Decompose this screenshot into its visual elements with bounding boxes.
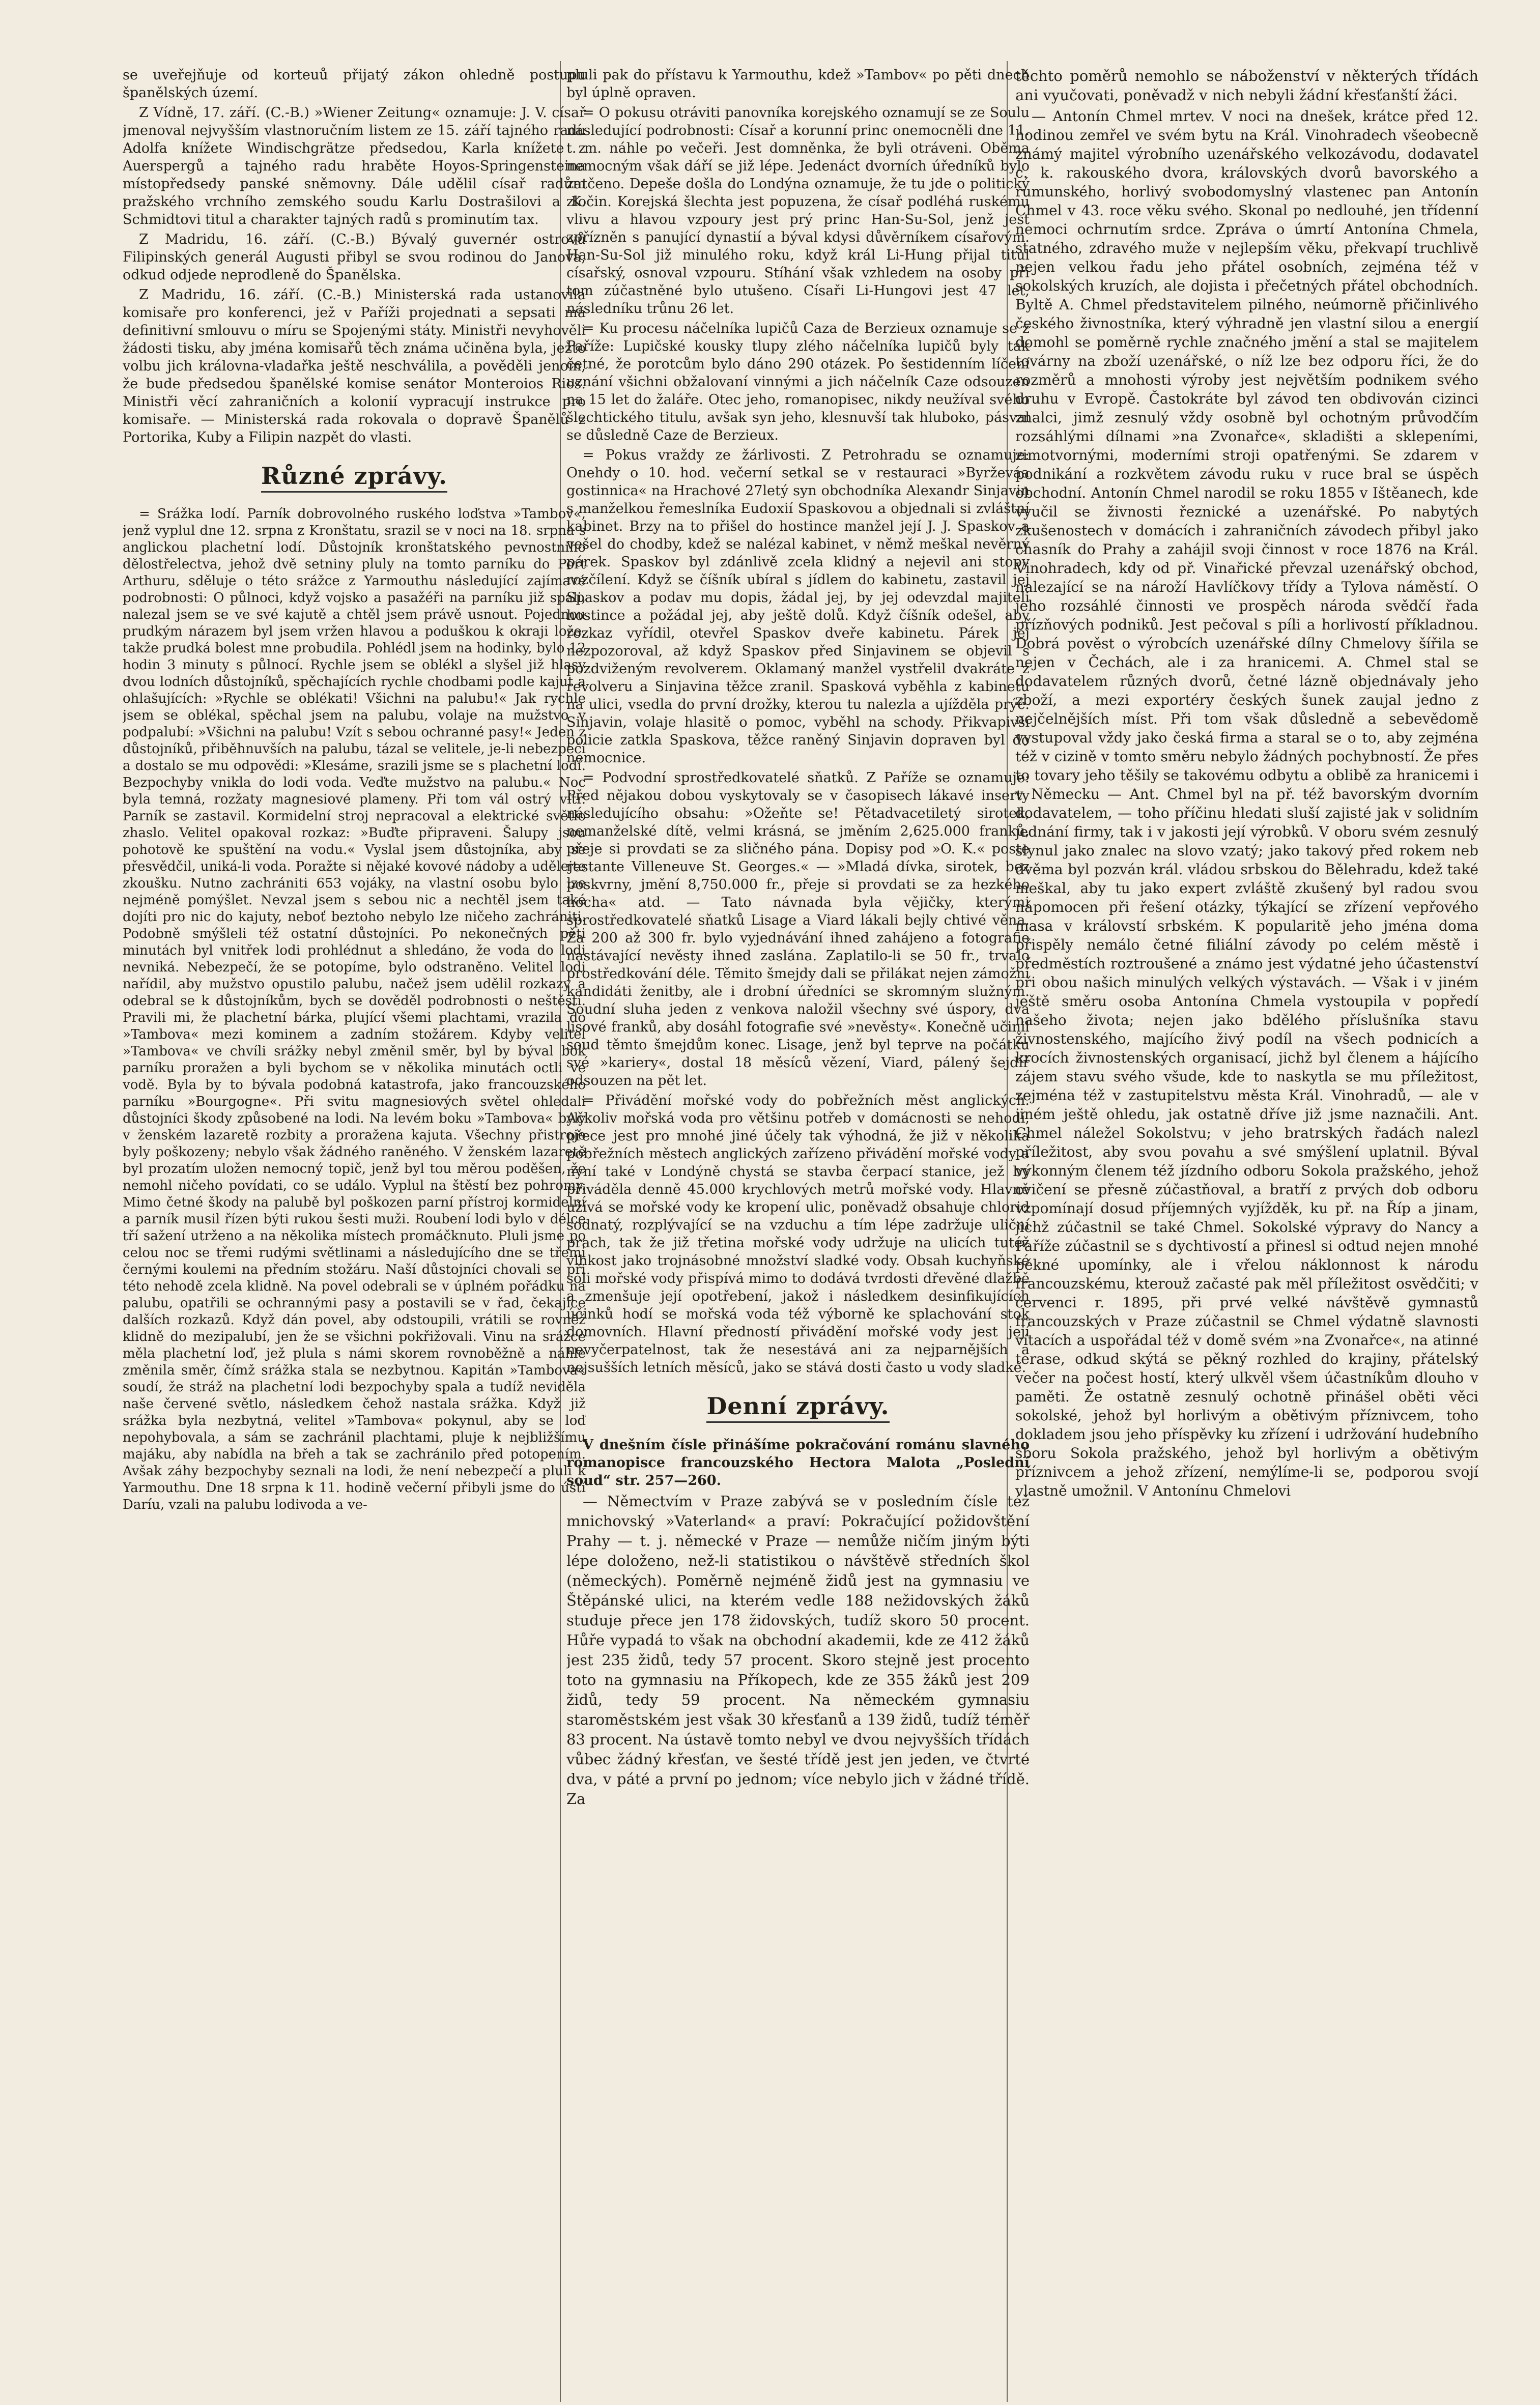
news-marriage-fraud: = Podvodní sprostředkovatelé sňatků. Z Paříže se oznamuje: Před nějakou dobou vyskytovaly se v časopisech lákavé inserty následujícího obsahu: »Ožeňte se! Pětadvacetiletý sirotek, nemanželské dítě, velmi krásná, se jměním 2,625.000 franků, přeje si provdati se za sličného pána. Dopisy pod »O. K.« poste restante Villeneuve St. Georges.« — »Mladá dívka, sirotek, bez poskvrny, jmění 8,750.000 fr., přeje si provdati se za hezkého hocha« atd. — Tato návnada byla vějičky, kterými sprostředkovatelé sňatků Lisage a Viard lákali bejly chtivé věna. Za 200 až 300 fr. bylo vyjednávání ihned zahájeno a fotografie nastávající nevěsty ihned zaslána. Zaplatilo-li se 50 fr., trvalo prostředkování déle. Těmito šmejdy dali se přilákat nejen zámožní kandidáti ženitby, ale i drobní úředníci se skromným služným. Soudní sluha jeden z venkova naložil všechny své úspory, dva lisové franků, aby dosáhl fotografie své »nevěsty«. Konečně učinil soud těmto šmejdům konec. Lisage, jenž byl teprve na počátku své »kariery«, dostal 18 měsíců vězení, Viard, pálený šejdíř odsouzen na pět let. [566,770,1030,1089]
news-ship-collision: = Srážka lodí. Parník dobrovolného ruského loďstva »Tambov«, jenž vyplul dne 12. srpna z Kronštatu, srazil se v noci na 18. srpna s anglickou plachetní lodí. Důstojník kronštatského pevnostního dělostřelectva, jehož dvě setniny pluly na tomto parníku do Port Arthuru, sděluje o této srážce z Yarmouthu následující zajímavé podrobnosti: O půlnoci, když vojsko a pasažéři na parníku již spali, nalezal jsem se ve své kajutě a chtěl jsem právě usnout. Pojednou prudkým nárazem byl jsem vržen hlavou a poduškou k okraji lože, takže prudká bolest mne probudila. Pohlédl jsem na hodinky, bylo 12 hodin 3 minuty s půlnocí. Rychle jsem se oblékl a slyšel již hlasy dvou lodních důstojníků, spěchajících rychle chodbami podle kajut a ohlašujících: »Rychle se oblékati! Všichni na palubu!« Jak rychle jsem se oblékal, spěchal jsem na palubu, volaje na mužstvo v podpalubí: »Všichni na palubu! Vzít s sebou ochranné pasy!« Jeden z důstojníků, přiběhnuvších na palubu, tázal se velitele, je-li nebezpečí a dostalo se mu odpovědi: »Klesáme, srazili jsme se s plachetní lodí. Bezpochyby vnikla do lodi voda. Veďte mužstvo na palubu.« Noc byla temná, rozžaty magnesiové plameny. Při tom vál ostrý vítr. Parník se zastavil. Kormidelní stroj nepracoval a elektrické světlo zhaslo. Velitel opakoval rozkaz: »Buďte připraveni. Šalupy jsou pohotově ke spuštění na vodu.« Vyslal jsem důstojníka, aby se přesvědčil, uniká-li voda. Poražte si nějaké kovové nádoby a udělejte zkoušku. Nutno zachrániti 653 vojáky, na vlastní osobu bylo lze nejméně pomýšlet. Nevzal jsem s sebou nic a nechtěl jsem také dojíti pro nic do kajuty, neboť beztoho nebylo lze ničeho zachrániti. Podobně smýšleli též ostatní důstojníci. Po nekonečných pěti minutách byl vnitřek lodi prohlédnut a shledáno, že voda do lodi nevniká. Nebezpečí, že se potopíme, bylo odstraněno. Velitel lodi nařídil, aby mužstvo opustilo palubu, načež jsem udělil rozkazy a odebral se k důstojníkům, bych se dověděl podrobnosti o neštěstí. Pravili mi, že plachetní bárka, plující všemi plachtami, vrazila do »Tambova« mezi kominem a zadním stožárem. Kdyby velitel »Tambova« ve chvíli srážky nebyl změnil směr, byl by býval bok parníku proražen a byli bychom se v několika minutách octli ve vodě. Byla by to bývala podobná katastrofa, jako francouzského parníku »Bourgogne«. Při svitu magnesiových světel ohledali důstojníci škody způsobené na lodi. Na levém boku »Tambova« byly v ženském lazaretě rozbity a proražena kajuta. Všechny přistroje byly poškozeny; nebylo však žádného raněného. V ženském lazaretě byl prozatím uložen nemocný topič, jenž byl tou měrou poděšen, že nemohl ničeho povídati, co se událo. Vyplul na štěstí bez pohromy. Mimo četné škody na palubě byl poškozen parní přístroj kormidelní a parník musil řízen býti rukou šesti muži. Roubení lodi bylo v délce tří sažení utrženo a na několika místech promáčknuto. Pluli jsme po celou noc se třemi rudými světlinami a následujícího dne se třemi černými koulemi na předním stožáru. Naší důstojníci chovali se při této nehodě zcela klidně. Na povel odebrali se v úplném pořádku na palubu, opatřili se ochrannými pasy a postavili se v řad, čekajíce dalších rozkazů. Když dán povel, aby odstoupili, vrátili se rovněž klidně do mezipalubí, jen že se všichni pokřižovali. Vinu na srážce měla plachetní loď, jež plula s námi skorem rovnoběžně a náhle změnila směr, čímž srážka stala se nezbytnou. Kapitán »Tambova« soudí, že stráž na plachetní lodi bezpochyby spala a tudíž neviděla naše červené světlo, následkem čehož nastala srážka. Když již srážka byla nezbytná, velitel »Tambova« pokynul, aby se loď nepohybovala, a sám se zachránil plachtami, pluje k nejbližšímu majáku, aby nabídla na břeh a tak se zachránilo před potopením. Avšak záhy bezpochyby seznali na lodi, že není nebezpečí a pluli k Yarmouthu. Dne 18 srpna k 11. hodině večerní přibyli jsme do ústí Daríu, vzali na palubu lodivoda a ve- [123,506,586,1512]
section-title: Různé zprávy. [261,461,447,493]
news-madrid-2: Z Madridu, 16. září. (C.-B.) Ministerská rada ustanovila komisaře pro konferenci, jež v Paříži projednati a sepsati má definitivní smlouvu o míru se Spojenými státy. Ministři nevyhověli žádosti tisku, aby jména komisařů těch známa učiněna byla, ježto volbu jich královna-vladařka ještě neschválila, a pověděli jenom, že bude předsedou španělské komise senátor Monteroios Rios. Ministři věcí zahraničních a kolonií vypracují instrukce pro komisaře. — Ministerská rada rokovala o dopravě Španělů z Portorika, Kuby a Filipin nazpět do vlasti. [123,287,586,445]
paragraph: se uveřejňuje od korteuů přijatý zákon ohledně postupu španělských území. [123,67,586,101]
news-vienna: Z Vídně, 17. září. (C.-B.) »Wiener Zeitung« oznamuje: J. V. císař jmenoval nejvyšším vlastnoručním listem ze 15. září tajného radu Adolfa knížete Windischgrätze předsedou, Karla knížete z Auerspergů a tajného radu hraběte Hoyos-Springensteina místopředsedy panské sněmovny. Dále udělil císař radům pražského vrchního zemského soudu Karlu Dostrašilovi a K. Schmidtovi titul a charakter tajných radů s prominutím tax. [123,105,586,227]
news-jealousy: = Pokus vraždy ze žárlivosti. Z Petrohradu se oznamuje: Onehdy o 10. hod. večerní setkal se v restauraci »Byrževáa gostinnica« na Hrachové 27letý syn obchodníka Alexandr Sinjavin s manželkou řemeslníka Eudoxií Spaskovou a objednali si zvláštní kabinet. Brzy na to přišel do hostince manžel její J. J. Spaskov a vešel do chodby, kdež se nalézal kabinet, v němž meškal nevěrný párek. Spaskov byl zdánlivě zcela klidný a nejevil ani stopy rozčílení. Když se číšník ubíral s jídlem do kabinetu, zastavil jej Spaskov a podav mu dopis, žádal jej, by jej odevzdal majiteli hostince a požádal jej, aby ještě dolů. Když číšník odešel, aby rozkaz vyřídil, otevřel Spaskov dveře kabinetu. Párek jej nezpozoroval, až když Spaskov před Sinjavinem se objevil s pozdviženým revolverem. Oklamaný manžel vystřelil dvakráte z revolveru a Sinjavina těžce zranil. Spasková vyběhla z kabinetu na ulici, vsedla do první drožky, kterou tu nalezla a ujížděla prýč. Sinjavin, volaje hlasitě o pomoc, vyběhl na schody. Přikvapivší policie zatkla Spaskova, těžce raněný Sinjavin dopraven byl do nemocnice. [566,447,1030,766]
paragraph: pluli pak do přístavu k Yarmouthu, kdež »Tambov« po pěti dnech byl úplně opraven. [566,67,1030,101]
section-heading [566,1391,1030,1423]
news-korea: = O pokusu otráviti panovníka korejského oznamují se ze Soulu následující podrobnosti: Císař a korunní princ onemocněli dne 11. t. m. náhle po večeři. Jest domněnka, že byli otráveni. Oběma nemocným však dáří se již lépe. Jedenáct dvorních úředníků bylo zatčeno. Depeše došla do Londýna oznamuje, že tu jde o politický zločin. Korejská šlechta jest popuzena, že císař podléhá ruskému vlivu a hlavou vzpoury jest prý princ Han-Su-Sol, jenž jest zpřízněn s panující dynastií a býval kdysi důvěrníkem císařovým. Han-Su-Sol již minulého roku, když král Li-Hung přijal titul císařský, osnoval vzpouru. Stíhání však vzhledem na osoby při tom zúčastněné bylo utušeno. Císaři Li-Hungovi jest 47 let, následníku trůnu 26 let. [566,105,1030,317]
section-title: Denní zprávy. [706,1391,889,1423]
column-middle [566,66,1030,2402]
column-left [123,66,586,2402]
news-germans-prague: — Němectvím v Praze zabývá se v posledním čísle též mnichovský »Vaterland« a praví: Pokračující požidovštění Prahy — t. j. německé v Praze — nemůže ničím jiným býti lépe doloženo, než-li statistikou o návštěvě středních škol (německých). Poměrně nejméně židů jest na gymnasiu ve Štěpánské ulici, na kterém vedle 188 nežidovských žáků studuje přece jen 178 židovských, tudíž skoro 50 procent. Hůře vypadá to však na obchodní akademii, kde ze 412 žáků jest 235 židů, tedy 57 procent. Skoro stejně jest procento toto na gymnasiu na Příkopech, kde ze 355 žáků jest 209 židů, tedy 59 procent. Na německém gymnasiu staroměstském jest však 30 křesťanů a 139 židů, tudíž téměř 83 procent. Na ústavě tomto nebyl ve dvou nejvyšších třídách vůbec žádný křesťan, ve šesté třídě jest jen jeden, ve čtvrté dva, v páté a první po jednom; více nebylo jich v žádné třídě. Za [566,1493,1030,1808]
novel-notice: V dnešním čísle přinášíme pokračování románu slavného romanopisce francouzského Hectora Malota „Poslední soud“ str. 257—260. [566,1437,1030,1488]
section-heading [123,461,586,493]
news-caze-trial: = Ku procesu náčelníka lupičů Caza de Berzieux oznamuje se z Paříže: Lupičské kousky tlupy zlého náčelníka lupičů byly tak četné, že porotcům bylo dáno 290 otázek. Po šestidenním líčení uznání všichni obžalovaní vinnými a jich náčelník Caze odsouzen na 15 let do žaláře. Otec jeho, romanopisec, nikdy neužíval svého šlechtického titulu, avšak syn jeho, klesnuvší tak hluboko, pásval se důsledně Caze de Berzieux. [566,321,1030,443]
news-sea-water: = Přivádění mořské vody do pobřežních měst anglických. Ačkoliv mořská voda pro většinu potřeb v domácnosti se nehodí, přece jest pro mnohé jiné účely tak výhodná, že již v několika pobřežních městech anglických zařízeno přivádění mořské vody a nyní také v Londýně chystá se stavba čerpací stanice, jež by přiváděla denně 45.000 krychlových metrů mořské vody. Hlavně užívá se mořské vody ke kropení ulic, poněvadž obsahuje chlorid sodnatý, rozplývající se na vzduchu a tím lépe zadržuje uliční prach, tak že již třetina mořské vody udržuje na ulicích tutéž vlhkost jako trojnásobné množství sladké vody. Obsah kuchyňské soli mořské vody přispívá mimo to dodává tvrdosti dřevěné dlažbě a zmenšuje její opotřebení, jakož i následkem desinfikujících účinků hodí se mořská voda též výborně ke splachování stok domovních. Hlavní předností přivádění mořské vody jest její nevyčerpatelnost, tak že nesestává ani za nejparnějších a nejsušších letních měsíců, jako se stává dosti často u vody sladké. [566,1093,1030,1376]
paragraph: těchto poměrů nemohlo se náboženství v některých třídách ani vyučovati, poněvadž v nich nebyli žádní křesťanští žáci. [1015,67,1478,104]
news-madrid-1: Z Madridu, 16. září. (C.-B.) Bývalý guvernér ostrovů Filipinských generál Augusti přibyl se svou rodinou do Janova, odkud odjede neprodleně do Španělska. [123,232,586,283]
obituary-chmel: — Antonín Chmel mrtev. V noci na dnešek, krátce před 12. hodinou zemřel ve svém bytu na Král. Vinohradech všeobecně známý majitel výrobního uzenářského velkozávodu, dodavatel c. k. rakouského dvora, královských dvorů bavorského a rumunského, horlivý svobodomyslný vlastenec pan Antonín Chmel v 43. roce věku svého. Skonal po nedlouhé, jen třídenní nemoci ochrnutím srdce. Zpráva o úmrtí Antonína Chmela, statného, zdravého muže v nejlepším věku, překvapí truchlivě nejen velkou řadu jeho přátel osobních, zejména též v sokolských kruzích, ale dojista i přečetných přátel obchodních. Byltě A. Chmel představitelem pilného, neúmorně přičinlivého českého živnostníka, který výhradně jen vlastní silou a energií domohl se poměrně rychle značného jmění a stal se majitelem továrny na zboží uzenářské, o níž lze bez odporu říci, že do rozměrů a mnohosti výroby jest největším podnikem svého druhu v Evropě. Častokráte byl závod ten obdivován cizinci znalci, jimž zesnulý vždy osobně byl ochotným průvodčím rozsáhlými dílnami »na Zvonařce«, skladišti a sklepeními, zimotvornými, moderními stroji opatřenými. Se zdarem v podnikání a rozkvětem závodu ruku v ruce bral se úspěch obchodní. Antonín Chmel narodil se roku 1855 v Ištěanech, kde vyučil se živnosti řeznické a uzenářské. Po nabytých zkušenostech v domácích i zahraničních závodech přibyl jako chasník do Prahy a zahájil svoji činnost v roce 1876 na Král. Vinohradech, kdy od př. Vinařické převzal uzenářský obchod, nalezající se na nároží Havlíčkovy třídy a Tylova náměstí. O jeho rozsáhlé činnosti ve prospěch národa svědčí řada přízňových podniků. Jest pečoval s píli a horlivostí příkladnou. Dobrá pověst o výrobcích uzenářské dílny Chmelovy šířila se nejen v Čechách, ale i za hranicemi. A. Chmel stal se dodavatelem různých dvorů, četné lázně objednávaly jeho zboží, a mezi exportéry českých šunek zaujal jedno z nejčelnějších míst. Při tom však důsledně a sebevědomě vystupoval vždy jako česká firma a staral se o to, aby zejména též v cizině v tomto směru nebylo žádných pochybností. Že přes to tovary jeho těšily se takovému odbytu a oblibě za hranicemi i v Německu — Ant. Chmel byl na př. též bavorským dvorním dodavatelem, — toho příčinu hledati sluší zajisté jak v solidním jednání firmy, tak i v jakosti její výrobků. V oboru svém zesnulý slynul jako znalec na slovo vzatý; jako takový před rokem neb dvěma byl pozván král. vládou srbskou do Bělehradu, kdež také meškal, aby tu jako expert zvláště zkušený byl radou svou nápomocen při řešení otázky, týkající se zřízení vepřového masa v královstí srbském. K popularitě jeho jména doma přispěly nemálo četné filiální závody po celém městě i předměstích roztroušené a známo jest výdatné jeho účastenství při obou našich minulých velkých výstavách. — Však i v jiném ještě směru osoba Antonína Chmela vystoupila v popředí našeho života; nejen jako bdělého příslušníka stavu živnostenského, majícího živý podíl na všech podnicích a krocích živnostenských organisací, jichž byl členem a hájícího zájem stavu svého všude, kde to naskytla se mu příležitost, zejména též v zastupitelstvu města Král. Vinohradů, — ale v jiném ještě ohledu, jak ostatně dříve již jsme naznačili. Ant. Chmel náležel Sokolstvu; v jeho bratrských řadách nalezl příležitost, aby svou povahu a své smýšlení uplatnil. Býval výkonným členem též jízdního odboru Sokola pražského, jehož cvičení se přesně zúčastňoval, a bratří z prvých dob odboru vzpomínají dosud příjemných vyjížděk, ku př. na Říp a jinam, jichž zúčastnil se také Chmel. Sokolské výpravy do Nancy a Paříže zúčastnil se s dychtivostí a přinesl si odtud nejen mnohé pěkné upomínky, ale i vřelou náklonnost k národu francouzskému, kterouž začasté pak měl příležitost osvědčiti; v červenci r. 1895, při prvé velké návštěvě gymnastů francouzských v Praze zúčastnil se Chmel výdatně slavnosti vítacích a uspořádal též v domě svém »na Zvonařce«, na atinné terase, odkud skýtá se pěkný rozhled do krajiny, přátelský večer na počest hostí, který ulkvěl všem účastníkům dlouho v paměti. Že ostatně zesnulý ochotně přinášel oběti věci sokolské, jehož byl horlivým a obětivým příznivcem, toho dokladem jsou jeho příspěvky ku zřízení i udržování hudebního sboru Sokola pražského, jehož byl horlivým a obětivým příznivcem a jehož zřízení, nemýlíme-li se, podporou svojí vlastně umožnil. V Antonínu Chmelovi [1015,108,1478,1499]
column-right [1015,66,1478,2402]
